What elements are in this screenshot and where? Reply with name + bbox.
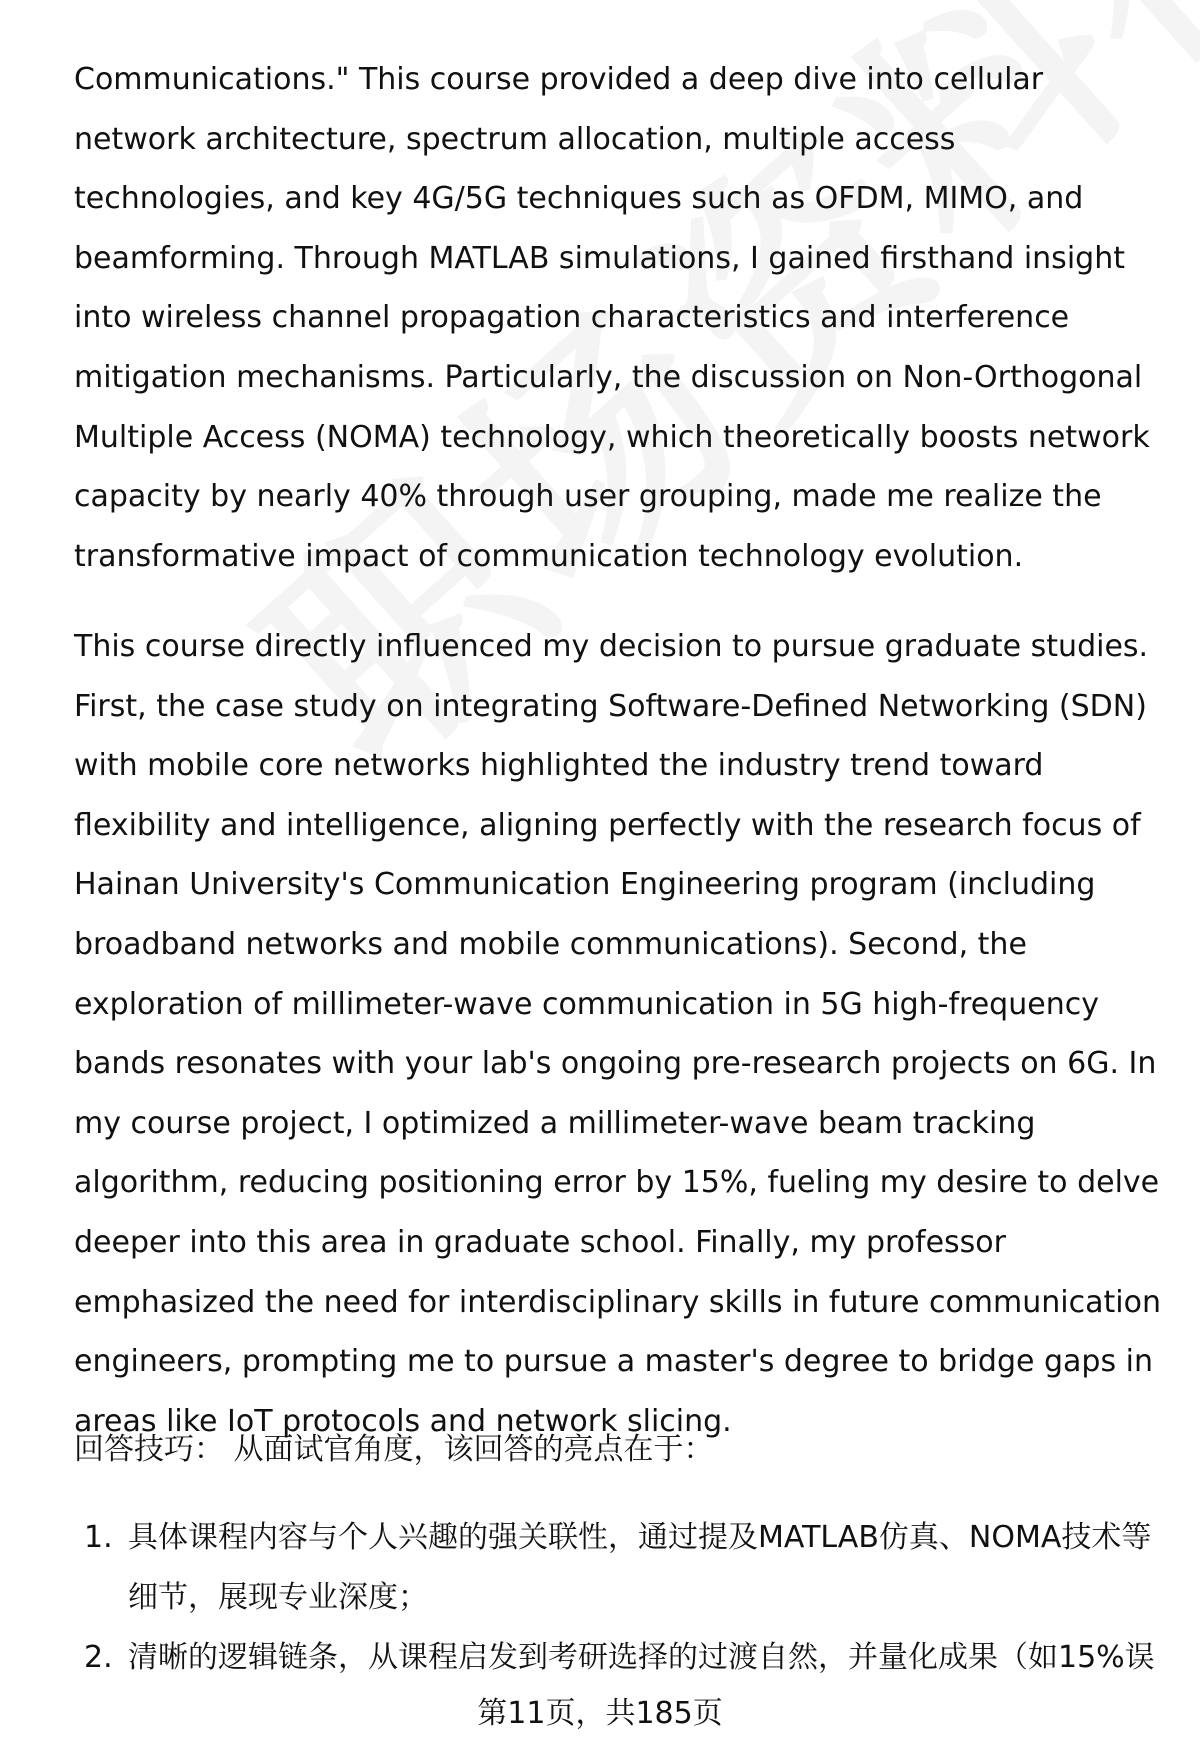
body-paragraph-2: This course directly influenced my decision to pursue graduate studies. First, the case study on integrating Software-Defined Networking (SDN) with mobile core networks highlighted the industry trend toward flexibility and intelligence, aligning perfectly with the research focus of Hainan University's Communication Engineering program (including broadband networks and mobile communications). Second, the exploration of millimeter-wave communication in 5G high-frequency bands resonates with your lab's ongoing pre-research projects on 6G. In my course project, I optimized a millimeter-wave beam tracking algorithm, reducing positioning error by 15%, fueling my desire to delve deeper into this area in graduate school. Finally, my professor emphasized the need for interdisciplinary skills in future communication engineers, prompting me to pursue a master's degree to bridge gaps in areas like IoT protocols and network slicing. — [74, 629, 1161, 1439]
tips-heading: 回答技巧： 从面试官角度，该回答的亮点在于： — [74, 1432, 714, 1467]
list-item-number: 2. — [84, 1640, 113, 1675]
list-item-text: 清晰的逻辑链条，从课程启发到考研选择的过渡自然，并量化成果（如15%误 — [128, 1640, 1155, 1675]
page-footer: 第11页，共185页 — [0, 1694, 1200, 1734]
list-item-number: 1. — [84, 1520, 113, 1555]
body-paragraph-1: Communications." This course provided a deep dive into cellular network architecture, spectrum allocation, multiple access technologies, and key 4G/5G techniques such as OFDM, MIMO, and beamforming. Through MATLAB simulations, I gained firsthand insight into wireless channel propagation characteristics and interference mitigation mechanisms. Particularly, the discussion on Non-Orthogonal Multiple Access (NOMA) technology, which theoretically boosts network capacity by nearly 40% through user grouping, made me realize the transformative impact of communication technology evolution. — [74, 62, 1150, 574]
list-item-text: 具体课程内容与个人兴趣的强关联性，通过提及MATLAB仿真、NOMA技术等细节，展现专业深度； — [128, 1520, 1152, 1615]
